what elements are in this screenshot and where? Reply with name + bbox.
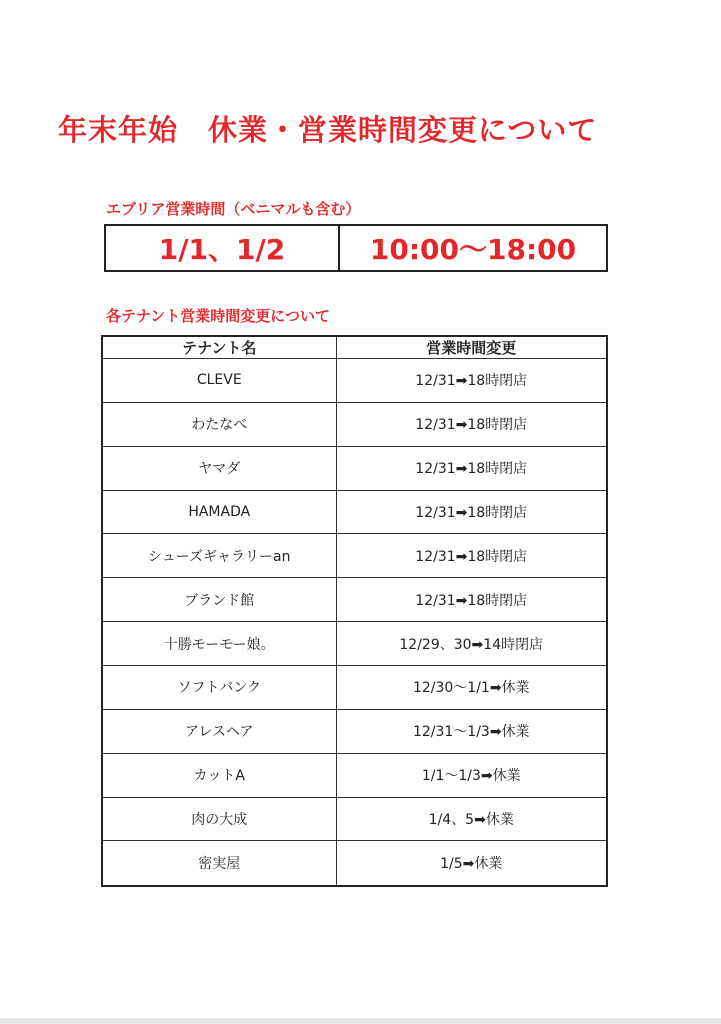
scan-edge xyxy=(0,1018,721,1024)
hours-change: 1/4、5➡休業 xyxy=(336,797,607,841)
tenant-name: CLEVE xyxy=(102,359,336,403)
column-header-change: 営業時間変更 xyxy=(336,336,607,359)
store-hours-heading: エブリア営業時間（ベニマルも含む） xyxy=(106,200,361,218)
store-hours-box xyxy=(104,224,608,272)
table-row xyxy=(102,709,607,753)
table-row xyxy=(102,753,607,797)
hours-change: 12/31〜1/3➡休業 xyxy=(336,709,607,753)
table-row xyxy=(102,666,607,710)
hours-change: 12/30〜1/1➡休業 xyxy=(336,666,607,710)
hours-change: 1/5➡休業 xyxy=(336,841,607,886)
table-row xyxy=(102,797,607,841)
tenant-hours-table xyxy=(101,335,608,887)
hours-change: 1/1〜1/3➡休業 xyxy=(336,753,607,797)
table-row xyxy=(102,841,607,886)
hours-change: 12/31➡18時閉店 xyxy=(336,578,607,622)
tenant-name: ブランド館 xyxy=(102,578,336,622)
holiday-dates: 1/1、1/2 xyxy=(106,226,340,270)
page-title: 年末年始 休業・営業時間変更について xyxy=(58,113,598,147)
holiday-hours: 10:00〜18:00 xyxy=(369,233,577,266)
table-row xyxy=(102,446,607,490)
tenant-name: カットA xyxy=(102,753,336,797)
table-row xyxy=(102,359,607,403)
table-row xyxy=(102,402,607,446)
tenant-name: ヤマダ xyxy=(102,446,336,490)
table-header-row xyxy=(102,336,607,359)
tenant-name: 密実屋 xyxy=(102,841,336,886)
hours-change: 12/31➡18時閉店 xyxy=(336,359,607,403)
column-header-tenant: テナント名 xyxy=(102,336,336,359)
hours-change: 12/29、30➡14時閉店 xyxy=(336,622,607,666)
tenant-name: HAMADA xyxy=(102,490,336,534)
tenant-name: 十勝モーモー娘。 xyxy=(102,622,336,666)
table-row xyxy=(102,534,607,578)
table-row xyxy=(102,578,607,622)
hours-change: 12/31➡18時閉店 xyxy=(336,446,607,490)
tenant-name: ソフトバンク xyxy=(102,666,336,710)
tenant-name: アレスヘア xyxy=(102,709,336,753)
tenant-name: シューズギャラリーan xyxy=(102,534,336,578)
tenant-name: わたなべ xyxy=(102,402,336,446)
table-row xyxy=(102,490,607,534)
tenant-hours-heading: 各テナント営業時間変更について xyxy=(106,307,330,325)
hours-change: 12/31➡18時閉店 xyxy=(336,534,607,578)
hours-change: 12/31➡18時閉店 xyxy=(336,490,607,534)
hours-change: 12/31➡18時閉店 xyxy=(336,402,607,446)
tenant-name: 肉の大成 xyxy=(102,797,336,841)
table-row xyxy=(102,622,607,666)
